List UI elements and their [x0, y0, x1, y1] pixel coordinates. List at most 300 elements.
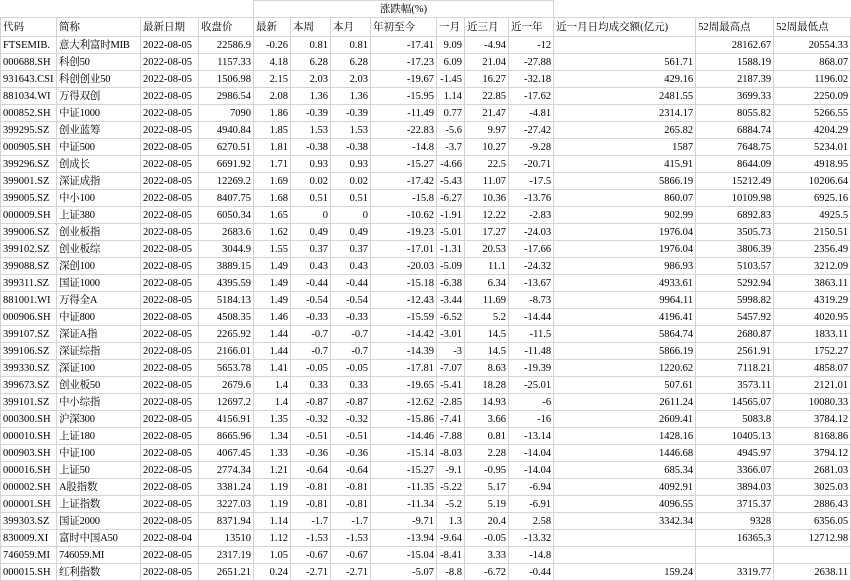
week-change-cell: -0.44 — [291, 275, 331, 292]
index-code-cell: 881034.WI — [1, 88, 57, 105]
high-52w-cell: 9328 — [696, 513, 774, 530]
index-code-cell: 000688.SH — [1, 54, 57, 71]
high-52w-cell: 16365.3 — [696, 530, 774, 547]
one-month-change-cell: -5.2 — [437, 496, 465, 513]
close-cell: 12697.2 — [199, 394, 254, 411]
index-code-cell: 000906.SH — [1, 309, 57, 326]
one-year-change-cell: -13.14 — [509, 428, 554, 445]
month-change-cell: 1.36 — [331, 88, 371, 105]
one-month-change-cell: -3.44 — [437, 292, 465, 309]
month-change-cell: -0.44 — [331, 275, 371, 292]
week-change-cell: -0.39 — [291, 105, 331, 122]
month-change-cell: 0.81 — [331, 37, 371, 54]
three-month-change-cell: 12.22 — [465, 207, 509, 224]
close-cell: 3227.03 — [199, 496, 254, 513]
latest-change-cell: 0.24 — [254, 564, 291, 581]
one-month-change-cell: -5.22 — [437, 479, 465, 496]
high-52w-cell: 5103.57 — [696, 258, 774, 275]
avg-turnover-cell — [554, 530, 696, 547]
ytd-change-cell: -11.49 — [371, 105, 437, 122]
one-month-change-cell: -5.41 — [437, 377, 465, 394]
month-change-cell: -0.05 — [331, 360, 371, 377]
avg-turnover-cell: 265.82 — [554, 122, 696, 139]
index-name-cell: 国证1000 — [57, 275, 141, 292]
week-change-cell: 0.93 — [291, 156, 331, 173]
one-year-change-cell: -17.66 — [509, 241, 554, 258]
latest-change-cell: 1.21 — [254, 462, 291, 479]
month-change-cell: -0.87 — [331, 394, 371, 411]
avg-turnover-cell: 1976.04 — [554, 224, 696, 241]
ytd-change-cell: -5.07 — [371, 564, 437, 581]
index-code-cell: 399001.SZ — [1, 173, 57, 190]
close-cell: 8665.96 — [199, 428, 254, 445]
one-year-change-cell: -6.91 — [509, 496, 554, 513]
ytd-change-cell: -10.62 — [371, 207, 437, 224]
high-52w-cell: 3505.73 — [696, 224, 774, 241]
one-month-change-cell: -3.7 — [437, 139, 465, 156]
avg-turnover-cell: 1587 — [554, 139, 696, 156]
one-year-change-cell: -2.83 — [509, 207, 554, 224]
close-cell: 4156.91 — [199, 411, 254, 428]
week-change-cell: -1.53 — [291, 530, 331, 547]
index-name-cell: 上证380 — [57, 207, 141, 224]
date-cell: 2022-08-04 — [141, 530, 199, 547]
index-code-cell: 399005.SZ — [1, 190, 57, 207]
date-cell: 2022-08-05 — [141, 54, 199, 71]
low-52w-cell: 2121.01 — [774, 377, 851, 394]
column-header: 近三月 — [465, 18, 509, 37]
three-month-change-cell: 5.2 — [465, 309, 509, 326]
week-change-cell: -0.7 — [291, 326, 331, 343]
table-row — [1, 224, 851, 241]
week-change-cell: 1.53 — [291, 122, 331, 139]
one-month-change-cell: 0.77 — [437, 105, 465, 122]
index-name-cell: 创业板指 — [57, 224, 141, 241]
latest-change-cell: 1.68 — [254, 190, 291, 207]
avg-turnover-cell: 2611.24 — [554, 394, 696, 411]
date-cell: 2022-08-05 — [141, 394, 199, 411]
index-name-cell: 中证100 — [57, 445, 141, 462]
column-header: 收盘价 — [199, 18, 254, 37]
close-cell: 13510 — [199, 530, 254, 547]
table-row — [1, 360, 851, 377]
week-change-cell: 0.43 — [291, 258, 331, 275]
one-month-change-cell: -3 — [437, 343, 465, 360]
index-name-cell: 中证800 — [57, 309, 141, 326]
index-code-cell: 399101.SZ — [1, 394, 57, 411]
date-cell: 2022-08-05 — [141, 547, 199, 564]
three-month-change-cell: 3.33 — [465, 547, 509, 564]
index-name-cell: 中证1000 — [57, 105, 141, 122]
month-change-cell: -0.33 — [331, 309, 371, 326]
low-52w-cell: 2886.43 — [774, 496, 851, 513]
table-row — [1, 394, 851, 411]
index-name-cell: 深证综指 — [57, 343, 141, 360]
date-cell: 2022-08-05 — [141, 377, 199, 394]
one-year-change-cell: -11.48 — [509, 343, 554, 360]
ytd-change-cell: -17.81 — [371, 360, 437, 377]
one-month-change-cell: -8.41 — [437, 547, 465, 564]
low-52w-cell: 8168.86 — [774, 428, 851, 445]
column-header: 52周最低点 — [774, 18, 851, 37]
avg-turnover-cell: 4933.61 — [554, 275, 696, 292]
high-52w-cell: 8644.09 — [696, 156, 774, 173]
one-year-change-cell: -32.18 — [509, 71, 554, 88]
week-change-cell: 2.03 — [291, 71, 331, 88]
latest-change-cell: 1.85 — [254, 122, 291, 139]
one-month-change-cell: 6.09 — [437, 54, 465, 71]
week-change-cell: 0.51 — [291, 190, 331, 207]
latest-change-cell: 1.49 — [254, 292, 291, 309]
one-month-change-cell: -5.43 — [437, 173, 465, 190]
table-row — [1, 547, 851, 564]
index-code-cell: 000905.SH — [1, 139, 57, 156]
one-year-change-cell: -25.01 — [509, 377, 554, 394]
avg-turnover-cell: 685.34 — [554, 462, 696, 479]
index-name-cell: 科创创业50 — [57, 71, 141, 88]
table-row — [1, 428, 851, 445]
week-change-cell: 0.49 — [291, 224, 331, 241]
one-month-change-cell: -5.01 — [437, 224, 465, 241]
three-month-change-cell: 0.81 — [465, 428, 509, 445]
one-month-change-cell: -5.6 — [437, 122, 465, 139]
column-header: 最新 — [254, 18, 291, 37]
date-cell: 2022-08-05 — [141, 326, 199, 343]
table-row — [1, 275, 851, 292]
column-header: 年初至今 — [371, 18, 437, 37]
date-cell: 2022-08-05 — [141, 275, 199, 292]
high-52w-cell: 3319.77 — [696, 564, 774, 581]
table-row — [1, 411, 851, 428]
low-52w-cell: 868.07 — [774, 54, 851, 71]
one-year-change-cell: -6 — [509, 394, 554, 411]
high-52w-cell: 2187.39 — [696, 71, 774, 88]
one-year-change-cell: -0.44 — [509, 564, 554, 581]
one-month-change-cell: -8.03 — [437, 445, 465, 462]
high-52w-cell: 5292.94 — [696, 275, 774, 292]
index-code-cell: 399330.SZ — [1, 360, 57, 377]
week-change-cell: -1.7 — [291, 513, 331, 530]
low-52w-cell: 10080.33 — [774, 394, 851, 411]
month-change-cell: -0.64 — [331, 462, 371, 479]
index-name-cell: 上证180 — [57, 428, 141, 445]
table-row — [1, 54, 851, 71]
close-cell: 6691.92 — [199, 156, 254, 173]
latest-change-cell: 1.44 — [254, 326, 291, 343]
latest-change-cell: 1.12 — [254, 530, 291, 547]
one-year-change-cell: -27.42 — [509, 122, 554, 139]
close-cell: 3889.15 — [199, 258, 254, 275]
month-change-cell: -2.71 — [331, 564, 371, 581]
high-52w-cell: 7118.21 — [696, 360, 774, 377]
index-name-cell: 国证2000 — [57, 513, 141, 530]
one-month-change-cell: 1.14 — [437, 88, 465, 105]
three-month-change-cell: 11.07 — [465, 173, 509, 190]
one-year-change-cell: -4.81 — [509, 105, 554, 122]
close-cell: 2651.21 — [199, 564, 254, 581]
high-52w-cell: 3366.07 — [696, 462, 774, 479]
three-month-change-cell: 10.36 — [465, 190, 509, 207]
close-cell: 5184.13 — [199, 292, 254, 309]
week-change-cell: -0.81 — [291, 496, 331, 513]
avg-turnover-cell: 860.07 — [554, 190, 696, 207]
three-month-change-cell: 8.63 — [465, 360, 509, 377]
column-header: 52周最高点 — [696, 18, 774, 37]
date-cell: 2022-08-05 — [141, 479, 199, 496]
avg-turnover-cell: 1446.68 — [554, 445, 696, 462]
one-month-change-cell: -3.01 — [437, 326, 465, 343]
column-header-row — [1, 18, 851, 37]
column-header: 简称 — [57, 18, 141, 37]
avg-turnover-cell: 902.99 — [554, 207, 696, 224]
table-row — [1, 156, 851, 173]
close-cell: 7090 — [199, 105, 254, 122]
low-52w-cell: 2150.51 — [774, 224, 851, 241]
index-code-cell: 399006.SZ — [1, 224, 57, 241]
close-cell: 4940.84 — [199, 122, 254, 139]
three-month-change-cell: 16.27 — [465, 71, 509, 88]
high-52w-cell: 10405.13 — [696, 428, 774, 445]
ytd-change-cell: -15.8 — [371, 190, 437, 207]
one-year-change-cell: -8.73 — [509, 292, 554, 309]
week-change-cell: 0.81 — [291, 37, 331, 54]
three-month-change-cell: 22.5 — [465, 156, 509, 173]
latest-change-cell: 1.49 — [254, 258, 291, 275]
index-code-cell: 000009.SH — [1, 207, 57, 224]
avg-turnover-cell: 5866.19 — [554, 343, 696, 360]
one-year-change-cell: -13.32 — [509, 530, 554, 547]
month-change-cell: -0.38 — [331, 139, 371, 156]
latest-change-cell: 1.34 — [254, 428, 291, 445]
table-row — [1, 88, 851, 105]
ytd-change-cell: -15.27 — [371, 462, 437, 479]
week-change-cell: -0.81 — [291, 479, 331, 496]
low-52w-cell: 1196.02 — [774, 71, 851, 88]
date-cell: 2022-08-05 — [141, 411, 199, 428]
high-52w-cell: 28162.67 — [696, 37, 774, 54]
date-cell: 2022-08-05 — [141, 309, 199, 326]
ytd-change-cell: -11.34 — [371, 496, 437, 513]
ytd-change-cell: -14.46 — [371, 428, 437, 445]
avg-turnover-cell: 2314.17 — [554, 105, 696, 122]
one-month-change-cell: -7.41 — [437, 411, 465, 428]
one-year-change-cell: -14.04 — [509, 445, 554, 462]
three-month-change-cell: 20.4 — [465, 513, 509, 530]
month-change-cell: 1.53 — [331, 122, 371, 139]
date-cell: 2022-08-05 — [141, 173, 199, 190]
low-52w-cell — [774, 547, 851, 564]
index-code-cell: 399673.SZ — [1, 377, 57, 394]
week-change-cell: 6.28 — [291, 54, 331, 71]
one-month-change-cell: -4.66 — [437, 156, 465, 173]
low-52w-cell: 3794.12 — [774, 445, 851, 462]
avg-turnover-cell — [554, 547, 696, 564]
low-52w-cell: 2356.49 — [774, 241, 851, 258]
date-cell: 2022-08-05 — [141, 122, 199, 139]
index-code-cell: 399107.SZ — [1, 326, 57, 343]
week-change-cell: -0.32 — [291, 411, 331, 428]
close-cell: 4395.59 — [199, 275, 254, 292]
high-52w-cell: 3894.03 — [696, 479, 774, 496]
latest-change-cell: 1.4 — [254, 394, 291, 411]
avg-turnover-cell: 1220.62 — [554, 360, 696, 377]
one-year-change-cell: -19.39 — [509, 360, 554, 377]
high-52w-cell: 10109.98 — [696, 190, 774, 207]
high-52w-cell: 5998.82 — [696, 292, 774, 309]
ytd-change-cell: -14.39 — [371, 343, 437, 360]
ytd-change-cell: -19.23 — [371, 224, 437, 241]
index-name-cell: 深证成指 — [57, 173, 141, 190]
column-header: 本周 — [291, 18, 331, 37]
table-row — [1, 292, 851, 309]
avg-turnover-cell: 415.91 — [554, 156, 696, 173]
avg-turnover-cell: 4092.91 — [554, 479, 696, 496]
ytd-change-cell: -17.01 — [371, 241, 437, 258]
avg-turnover-cell: 5866.19 — [554, 173, 696, 190]
low-52w-cell: 4858.07 — [774, 360, 851, 377]
latest-change-cell: 1.81 — [254, 139, 291, 156]
high-52w-cell: 5083.8 — [696, 411, 774, 428]
close-cell: 8407.75 — [199, 190, 254, 207]
high-52w-cell: 7648.75 — [696, 139, 774, 156]
month-change-cell: 0.93 — [331, 156, 371, 173]
index-code-cell: 399311.SZ — [1, 275, 57, 292]
month-change-cell: -0.7 — [331, 326, 371, 343]
low-52w-cell: 1752.27 — [774, 343, 851, 360]
date-cell: 2022-08-05 — [141, 88, 199, 105]
index-code-cell: 399088.SZ — [1, 258, 57, 275]
high-52w-cell: 14565.07 — [696, 394, 774, 411]
table-row — [1, 530, 851, 547]
week-change-cell: -0.64 — [291, 462, 331, 479]
close-cell: 12269.2 — [199, 173, 254, 190]
week-change-cell: -0.7 — [291, 343, 331, 360]
low-52w-cell: 2638.11 — [774, 564, 851, 581]
ytd-change-cell: -15.59 — [371, 309, 437, 326]
ytd-change-cell: -20.03 — [371, 258, 437, 275]
week-change-cell: 0.02 — [291, 173, 331, 190]
ytd-change-cell: -19.67 — [371, 71, 437, 88]
close-cell: 3044.9 — [199, 241, 254, 258]
index-name-cell: 创业板50 — [57, 377, 141, 394]
table-body — [1, 37, 851, 581]
avg-turnover-cell: 507.61 — [554, 377, 696, 394]
index-code-cell: 000016.SH — [1, 462, 57, 479]
month-change-cell: -0.81 — [331, 496, 371, 513]
index-name-cell: 创业蓝筹 — [57, 122, 141, 139]
table-row — [1, 173, 851, 190]
latest-change-cell: 1.46 — [254, 309, 291, 326]
week-change-cell: 1.36 — [291, 88, 331, 105]
one-month-change-cell: -5.09 — [437, 258, 465, 275]
index-code-cell: 881001.WI — [1, 292, 57, 309]
index-code-cell: 399106.SZ — [1, 343, 57, 360]
one-year-change-cell: -12 — [509, 37, 554, 54]
index-name-cell: 科创50 — [57, 54, 141, 71]
one-year-change-cell: -9.28 — [509, 139, 554, 156]
date-cell: 2022-08-05 — [141, 224, 199, 241]
high-52w-cell: 1588.19 — [696, 54, 774, 71]
high-52w-cell: 6884.74 — [696, 122, 774, 139]
table-row — [1, 105, 851, 122]
close-cell: 5653.78 — [199, 360, 254, 377]
ytd-change-cell: -15.27 — [371, 156, 437, 173]
one-month-change-cell: -6.52 — [437, 309, 465, 326]
low-52w-cell: 3784.12 — [774, 411, 851, 428]
table-row — [1, 309, 851, 326]
index-name-cell: 沪深300 — [57, 411, 141, 428]
one-year-change-cell: -24.32 — [509, 258, 554, 275]
index-code-cell: 746059.MI — [1, 547, 57, 564]
index-code-cell: 000010.SH — [1, 428, 57, 445]
ytd-change-cell: -14.8 — [371, 139, 437, 156]
index-name-cell: 意大利富时MIB — [57, 37, 141, 54]
index-code-cell: 399303.SZ — [1, 513, 57, 530]
high-52w-cell: 3699.33 — [696, 88, 774, 105]
table-row — [1, 462, 851, 479]
one-month-change-cell: -6.38 — [437, 275, 465, 292]
date-cell: 2022-08-05 — [141, 496, 199, 513]
low-52w-cell: 4319.29 — [774, 292, 851, 309]
month-change-cell: -0.81 — [331, 479, 371, 496]
close-cell: 6270.51 — [199, 139, 254, 156]
one-year-change-cell: -17.5 — [509, 173, 554, 190]
avg-turnover-cell: 429.16 — [554, 71, 696, 88]
table-row — [1, 37, 851, 54]
table-row — [1, 190, 851, 207]
one-year-change-cell: -14.04 — [509, 462, 554, 479]
index-name-cell: 创成长 — [57, 156, 141, 173]
index-name-cell: 深创100 — [57, 258, 141, 275]
week-change-cell: -0.33 — [291, 309, 331, 326]
low-52w-cell: 1833.11 — [774, 326, 851, 343]
low-52w-cell: 3212.09 — [774, 258, 851, 275]
index-name-cell: 红利指数 — [57, 564, 141, 581]
low-52w-cell: 3025.03 — [774, 479, 851, 496]
month-change-cell: 0.49 — [331, 224, 371, 241]
index-name-cell: 上证指数 — [57, 496, 141, 513]
date-cell: 2022-08-05 — [141, 360, 199, 377]
close-cell: 2679.6 — [199, 377, 254, 394]
low-52w-cell: 5266.55 — [774, 105, 851, 122]
ytd-change-cell: -12.62 — [371, 394, 437, 411]
three-month-change-cell: 10.27 — [465, 139, 509, 156]
latest-change-cell: 1.69 — [254, 173, 291, 190]
avg-turnover-cell: 9964.11 — [554, 292, 696, 309]
ytd-change-cell: -12.43 — [371, 292, 437, 309]
index-code-cell: FTSEMIB. — [1, 37, 57, 54]
high-52w-cell: 3715.37 — [696, 496, 774, 513]
table-row — [1, 377, 851, 394]
group-header-row — [1, 1, 851, 18]
latest-change-cell: 1.19 — [254, 496, 291, 513]
three-month-change-cell: -0.95 — [465, 462, 509, 479]
latest-change-cell: -0.26 — [254, 37, 291, 54]
month-change-cell: 0.02 — [331, 173, 371, 190]
three-month-change-cell: -6.72 — [465, 564, 509, 581]
close-cell: 4508.35 — [199, 309, 254, 326]
latest-change-cell: 1.33 — [254, 445, 291, 462]
index-code-cell: 931643.CSI — [1, 71, 57, 88]
month-change-cell: -1.53 — [331, 530, 371, 547]
one-year-change-cell: -27.88 — [509, 54, 554, 71]
index-name-cell: 中证500 — [57, 139, 141, 156]
index-name-cell: 创业板综 — [57, 241, 141, 258]
three-month-change-cell: 17.27 — [465, 224, 509, 241]
latest-change-cell: 1.62 — [254, 224, 291, 241]
latest-change-cell: 2.08 — [254, 88, 291, 105]
index-code-cell: 000300.SH — [1, 411, 57, 428]
